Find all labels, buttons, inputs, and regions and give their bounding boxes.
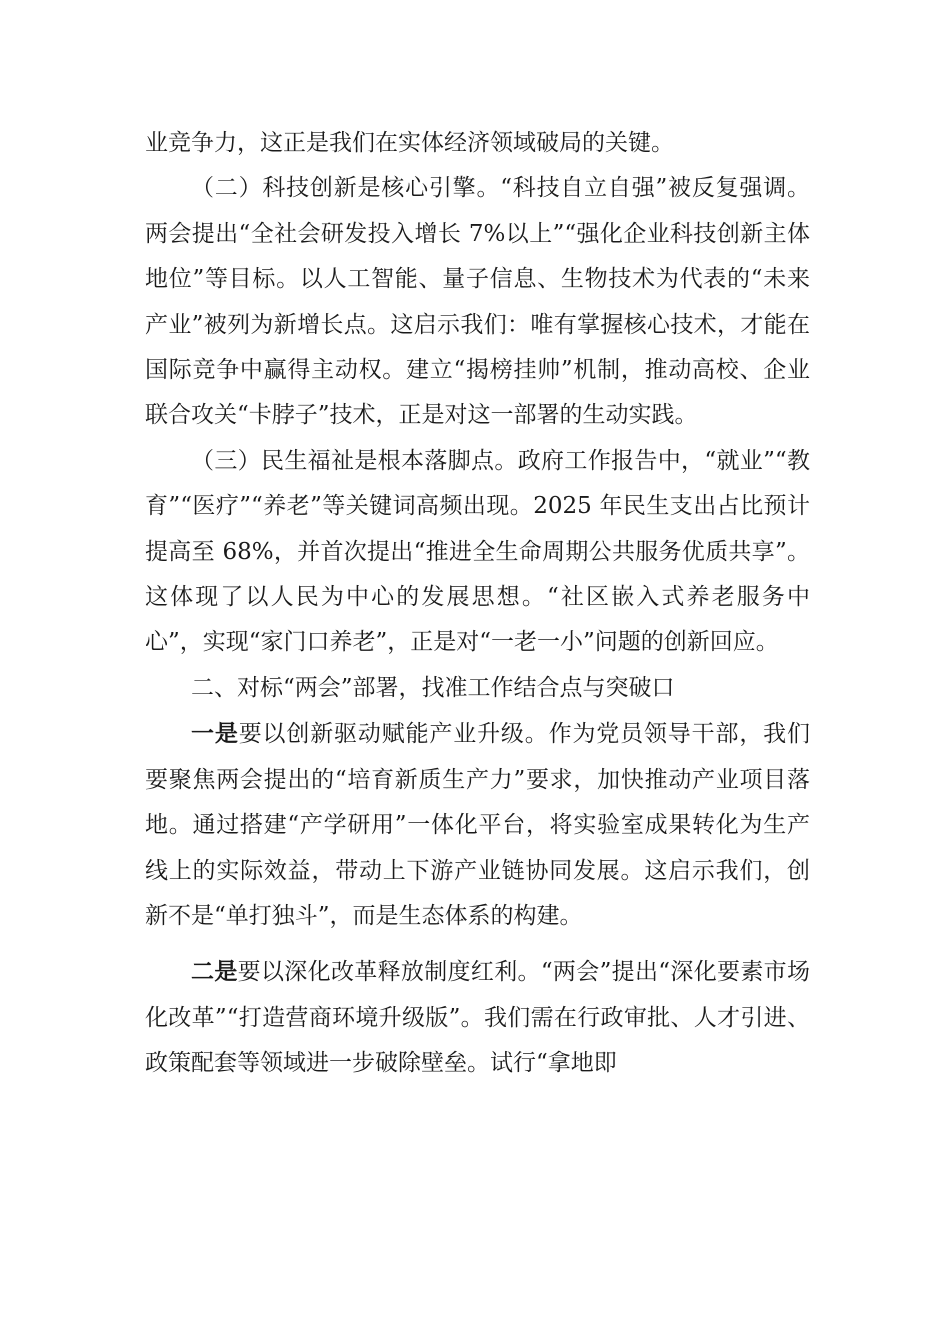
section-heading bbox=[145, 666, 810, 711]
paragraph-tech-innovation bbox=[145, 166, 810, 438]
paragraph-text: 业竞争力，这正是我们在实体经济领域破局的关键。 bbox=[145, 130, 674, 156]
section-heading-text: 二、对标“两会”部署，找准工作结合点与突破口 bbox=[191, 674, 675, 701]
paragraph-text: （二）科技创新是核心引擎。“科技自立自强”被反复强调。两会提出“全社会研发投入增长 7%以上”“强化企业科技创新主体地位”等目标。以人工智能、量子信息、生物技术为代表的“未来产业”被列为新增长点。这启示我们：唯有掌握核心技术，才能在国际竞争中赢得主动权。建立“揭榜挂帅”机制，推动高校、企业联合攻关“卡脖子”技术，正是对这一部署的生动实践。 bbox=[145, 175, 810, 429]
paragraph-lead: 一是 bbox=[191, 720, 239, 748]
document-body bbox=[145, 121, 810, 1087]
paragraph-point-two bbox=[145, 949, 810, 1086]
paragraph-text: （三）民生福祉是根本落脚点。政府工作报告中，“就业”“教育”“医疗”“养老”等关键词高频出现。2025 年民生支出占比预计提高至 68%，并首次提出“推进全生命周期公共服务优质共享”。这体现了以人民为中心的发展思想。“社区嵌入式养老服务中心”，实现“家门口养老”，正是对“一老一小”问题的创新回应。 bbox=[145, 447, 810, 656]
paragraph-livelihood bbox=[145, 439, 810, 666]
paragraph-lead: 二是 bbox=[191, 958, 238, 986]
paragraph-text: 要以深化改革释放制度红利。“两会”提出“深化要素市场化改革”“打造营商环境升级版”。我们需在行政审批、人才引进、政策配套等领域进一步破除壁垒。试行“拿地即 bbox=[145, 959, 811, 1077]
paragraph-point-one bbox=[145, 711, 810, 939]
paragraph-continuation bbox=[145, 121, 810, 166]
paragraph-text: 要以创新驱动赋能产业升级。作为党员领导干部，我们要聚焦两会提出的“培育新质生产力”要求，加快推动产业项目落地。通过搭建“产学研用”一体化平台，将实验室成果转化为生产线上的实际效益，带动上下游产业链协同发展。这启示我们，创新不是“单打独斗”，而是生态体系的构建。 bbox=[145, 721, 811, 929]
